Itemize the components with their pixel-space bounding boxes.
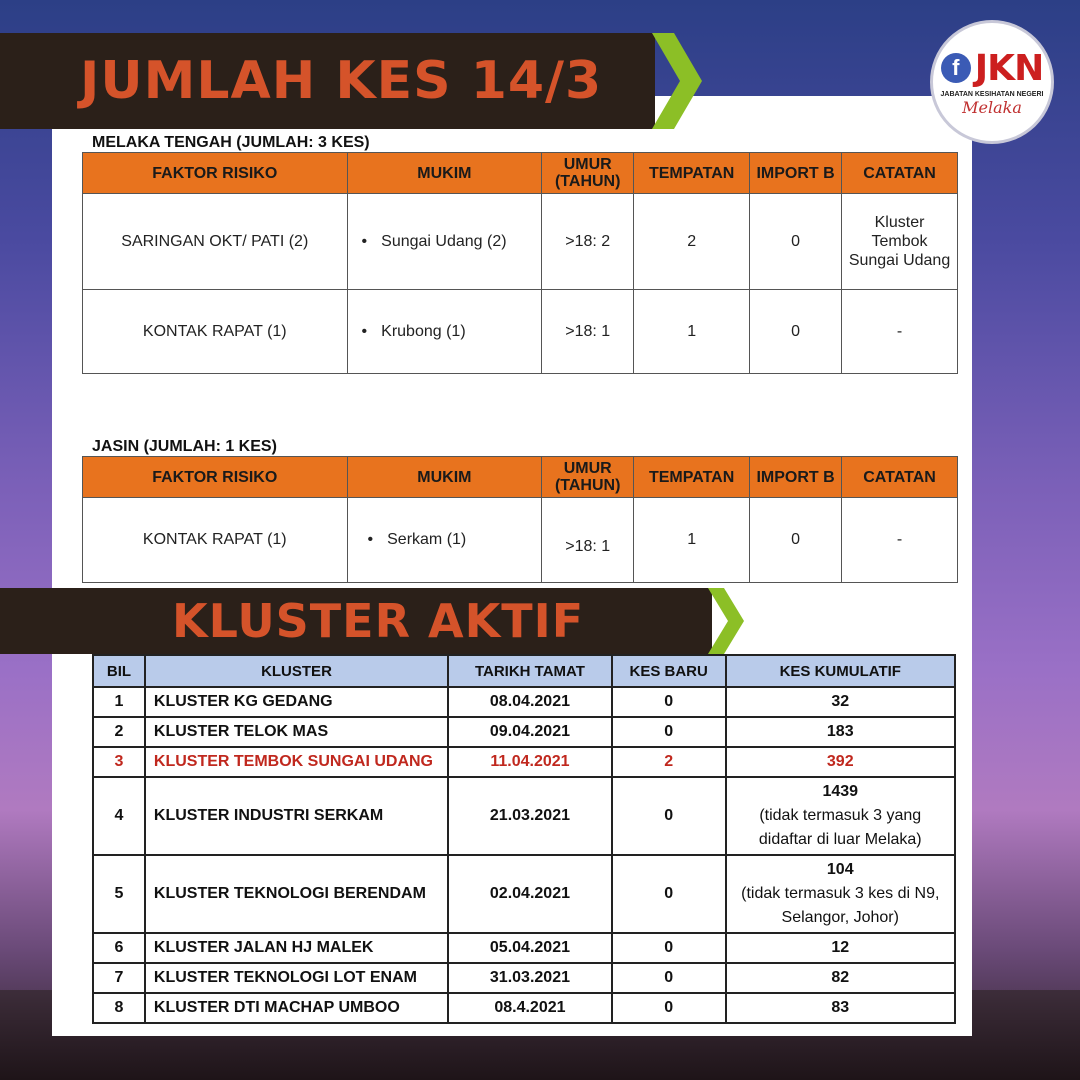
col-tempatan: TEMPATAN [634, 457, 750, 498]
mukim-cell: Serkam (1) [387, 531, 467, 548]
kes-kumulatif-cell [726, 687, 955, 717]
kluster-name-cell: KLUSTER DTI MACHAP UMBOO [145, 993, 448, 1023]
table-row [93, 993, 955, 1023]
bil-cell: 1 [93, 687, 145, 717]
col-mukim: MUKIM [347, 153, 542, 194]
tarikh-cell: 21.03.2021 [448, 777, 612, 855]
faktor-cell: KONTAK RAPAT (1) [83, 498, 348, 583]
logo-script: Melaka [962, 97, 1022, 117]
table-row [93, 777, 955, 855]
kumulatif-value: 104 [826, 861, 854, 878]
kumulatif-note: (tidak termasuk 3 yang didaftar di luar Melaka) [758, 807, 922, 848]
catatan-cell: - [842, 498, 958, 583]
table-row [83, 498, 958, 583]
table-row [93, 747, 955, 777]
bullet-icon: • [361, 232, 368, 250]
kes-baru-cell: 0 [612, 687, 726, 717]
tarikh-cell: 31.03.2021 [448, 963, 612, 993]
kumulatif-note: (tidak termasuk 3 kes di N9, Selangor, Johor) [741, 885, 940, 926]
kes-baru-cell: 0 [612, 717, 726, 747]
kes-baru-cell: 0 [612, 993, 726, 1023]
kluster-name-cell: KLUSTER JALAN HJ MALEK [145, 933, 448, 963]
kluster-name-cell: KLUSTER INDUSTRI SERKAM [145, 777, 448, 855]
bil-cell: 6 [93, 933, 145, 963]
facebook-icon: f [941, 53, 971, 83]
kumulatif-value: 1439 [822, 783, 859, 800]
jasin-table [82, 456, 958, 583]
kes-kumulatif-cell [726, 747, 955, 777]
col-kes-baru: KES BARU [612, 655, 726, 687]
jasin-section-title: JASIN (JUMLAH: 1 KES) [92, 438, 277, 455]
kes-kumulatif-cell [726, 933, 955, 963]
kumulatif-value: 83 [831, 999, 850, 1016]
umur-cell: >18: 2 [542, 194, 634, 290]
kes-baru-cell: 2 [612, 747, 726, 777]
page-title-banner [0, 33, 655, 129]
bil-cell: 7 [93, 963, 145, 993]
kes-kumulatif-cell [726, 717, 955, 747]
table-row [93, 717, 955, 747]
kes-baru-cell: 0 [612, 855, 726, 933]
bil-cell: 8 [93, 993, 145, 1023]
tarikh-cell: 09.04.2021 [448, 717, 612, 747]
kluster-name-cell: KLUSTER TEMBOK SUNGAI UDANG [145, 747, 448, 777]
kluster-title: KLUSTER AKTIF [172, 594, 585, 648]
mukim-cell: Sungai Udang (2) [381, 232, 507, 250]
page-title: JUMLAH KES 14/3 [80, 51, 603, 111]
tempatan-cell: 1 [634, 498, 750, 583]
logo-mark: JKN [974, 47, 1044, 89]
bil-cell: 2 [93, 717, 145, 747]
col-tempatan: TEMPATAN [634, 153, 750, 194]
tarikh-cell: 08.04.2021 [448, 687, 612, 717]
col-mukim: MUKIM [347, 457, 542, 498]
kes-baru-cell: 0 [612, 963, 726, 993]
faktor-cell: KONTAK RAPAT (1) [83, 290, 348, 374]
tempatan-cell: 1 [634, 290, 750, 374]
col-faktor: FAKTOR RISIKO [83, 153, 348, 194]
logo-subtitle: JABATAN KESIHATAN NEGERI [940, 90, 1044, 98]
faktor-cell: SARINGAN OKT/ PATI (2) [83, 194, 348, 290]
kluster-table [92, 654, 956, 1024]
bil-cell: 5 [93, 855, 145, 933]
col-umur: UMUR (TAHUN) [542, 153, 634, 194]
table-row [93, 687, 955, 717]
col-catatan: CATATAN [842, 153, 958, 194]
kluster-name-cell: KLUSTER TEKNOLOGI BERENDAM [145, 855, 448, 933]
melaka-table [82, 152, 958, 374]
col-catatan: CATATAN [842, 457, 958, 498]
chevron-right-icon [652, 33, 704, 129]
table-row [93, 963, 955, 993]
kumulatif-value: 32 [831, 693, 850, 710]
kes-kumulatif-cell [726, 855, 955, 933]
kluster-name-cell: KLUSTER KG GEDANG [145, 687, 448, 717]
jkn-logo [930, 20, 1054, 144]
kumulatif-value: 82 [831, 969, 850, 986]
catatan-cell: Kluster Tembok Sungai Udang [842, 194, 958, 290]
kes-baru-cell: 0 [612, 777, 726, 855]
table-row [93, 855, 955, 933]
kes-kumulatif-cell [726, 993, 955, 1023]
bil-cell: 4 [93, 777, 145, 855]
table-row [83, 290, 958, 374]
mukim-cell: Krubong (1) [381, 322, 466, 340]
col-tarikh: TARIKH TAMAT [448, 655, 612, 687]
tarikh-cell: 11.04.2021 [448, 747, 612, 777]
bil-cell: 3 [93, 747, 145, 777]
kes-kumulatif-cell [726, 777, 955, 855]
chevron-right-icon [708, 588, 748, 654]
col-import: IMPORT B [750, 153, 842, 194]
kluster-name-cell: KLUSTER TELOK MAS [145, 717, 448, 747]
tarikh-cell: 08.4.2021 [448, 993, 612, 1023]
kluster-title-banner [0, 588, 712, 654]
tempatan-cell: 2 [634, 194, 750, 290]
kes-kumulatif-cell [726, 963, 955, 993]
col-umur: UMUR (TAHUN) [542, 457, 634, 498]
bullet-icon: • [361, 322, 368, 340]
umur-cell: >18: 1 [542, 290, 634, 374]
bullet-icon: • [367, 531, 374, 548]
kumulatif-value: 392 [826, 753, 854, 770]
kluster-name-cell: KLUSTER TEKNOLOGI LOT ENAM [145, 963, 448, 993]
kumulatif-value: 12 [831, 939, 850, 956]
import-cell: 0 [750, 194, 842, 290]
import-cell: 0 [750, 290, 842, 374]
col-kluster: KLUSTER [145, 655, 448, 687]
col-import: IMPORT B [750, 457, 842, 498]
umur-cell: >18: 1 [542, 498, 634, 583]
table-row [83, 194, 958, 290]
melaka-section-title: MELAKA TENGAH (JUMLAH: 3 KES) [92, 134, 370, 151]
tarikh-cell: 02.04.2021 [448, 855, 612, 933]
col-kes-kumulatif: KES KUMULATIF [726, 655, 955, 687]
table-row [93, 933, 955, 963]
tarikh-cell: 05.04.2021 [448, 933, 612, 963]
import-cell: 0 [750, 498, 842, 583]
kes-baru-cell: 0 [612, 933, 726, 963]
kumulatif-value: 183 [826, 723, 854, 740]
col-faktor: FAKTOR RISIKO [83, 457, 348, 498]
catatan-cell: - [842, 290, 958, 374]
col-bil: BIL [93, 655, 145, 687]
